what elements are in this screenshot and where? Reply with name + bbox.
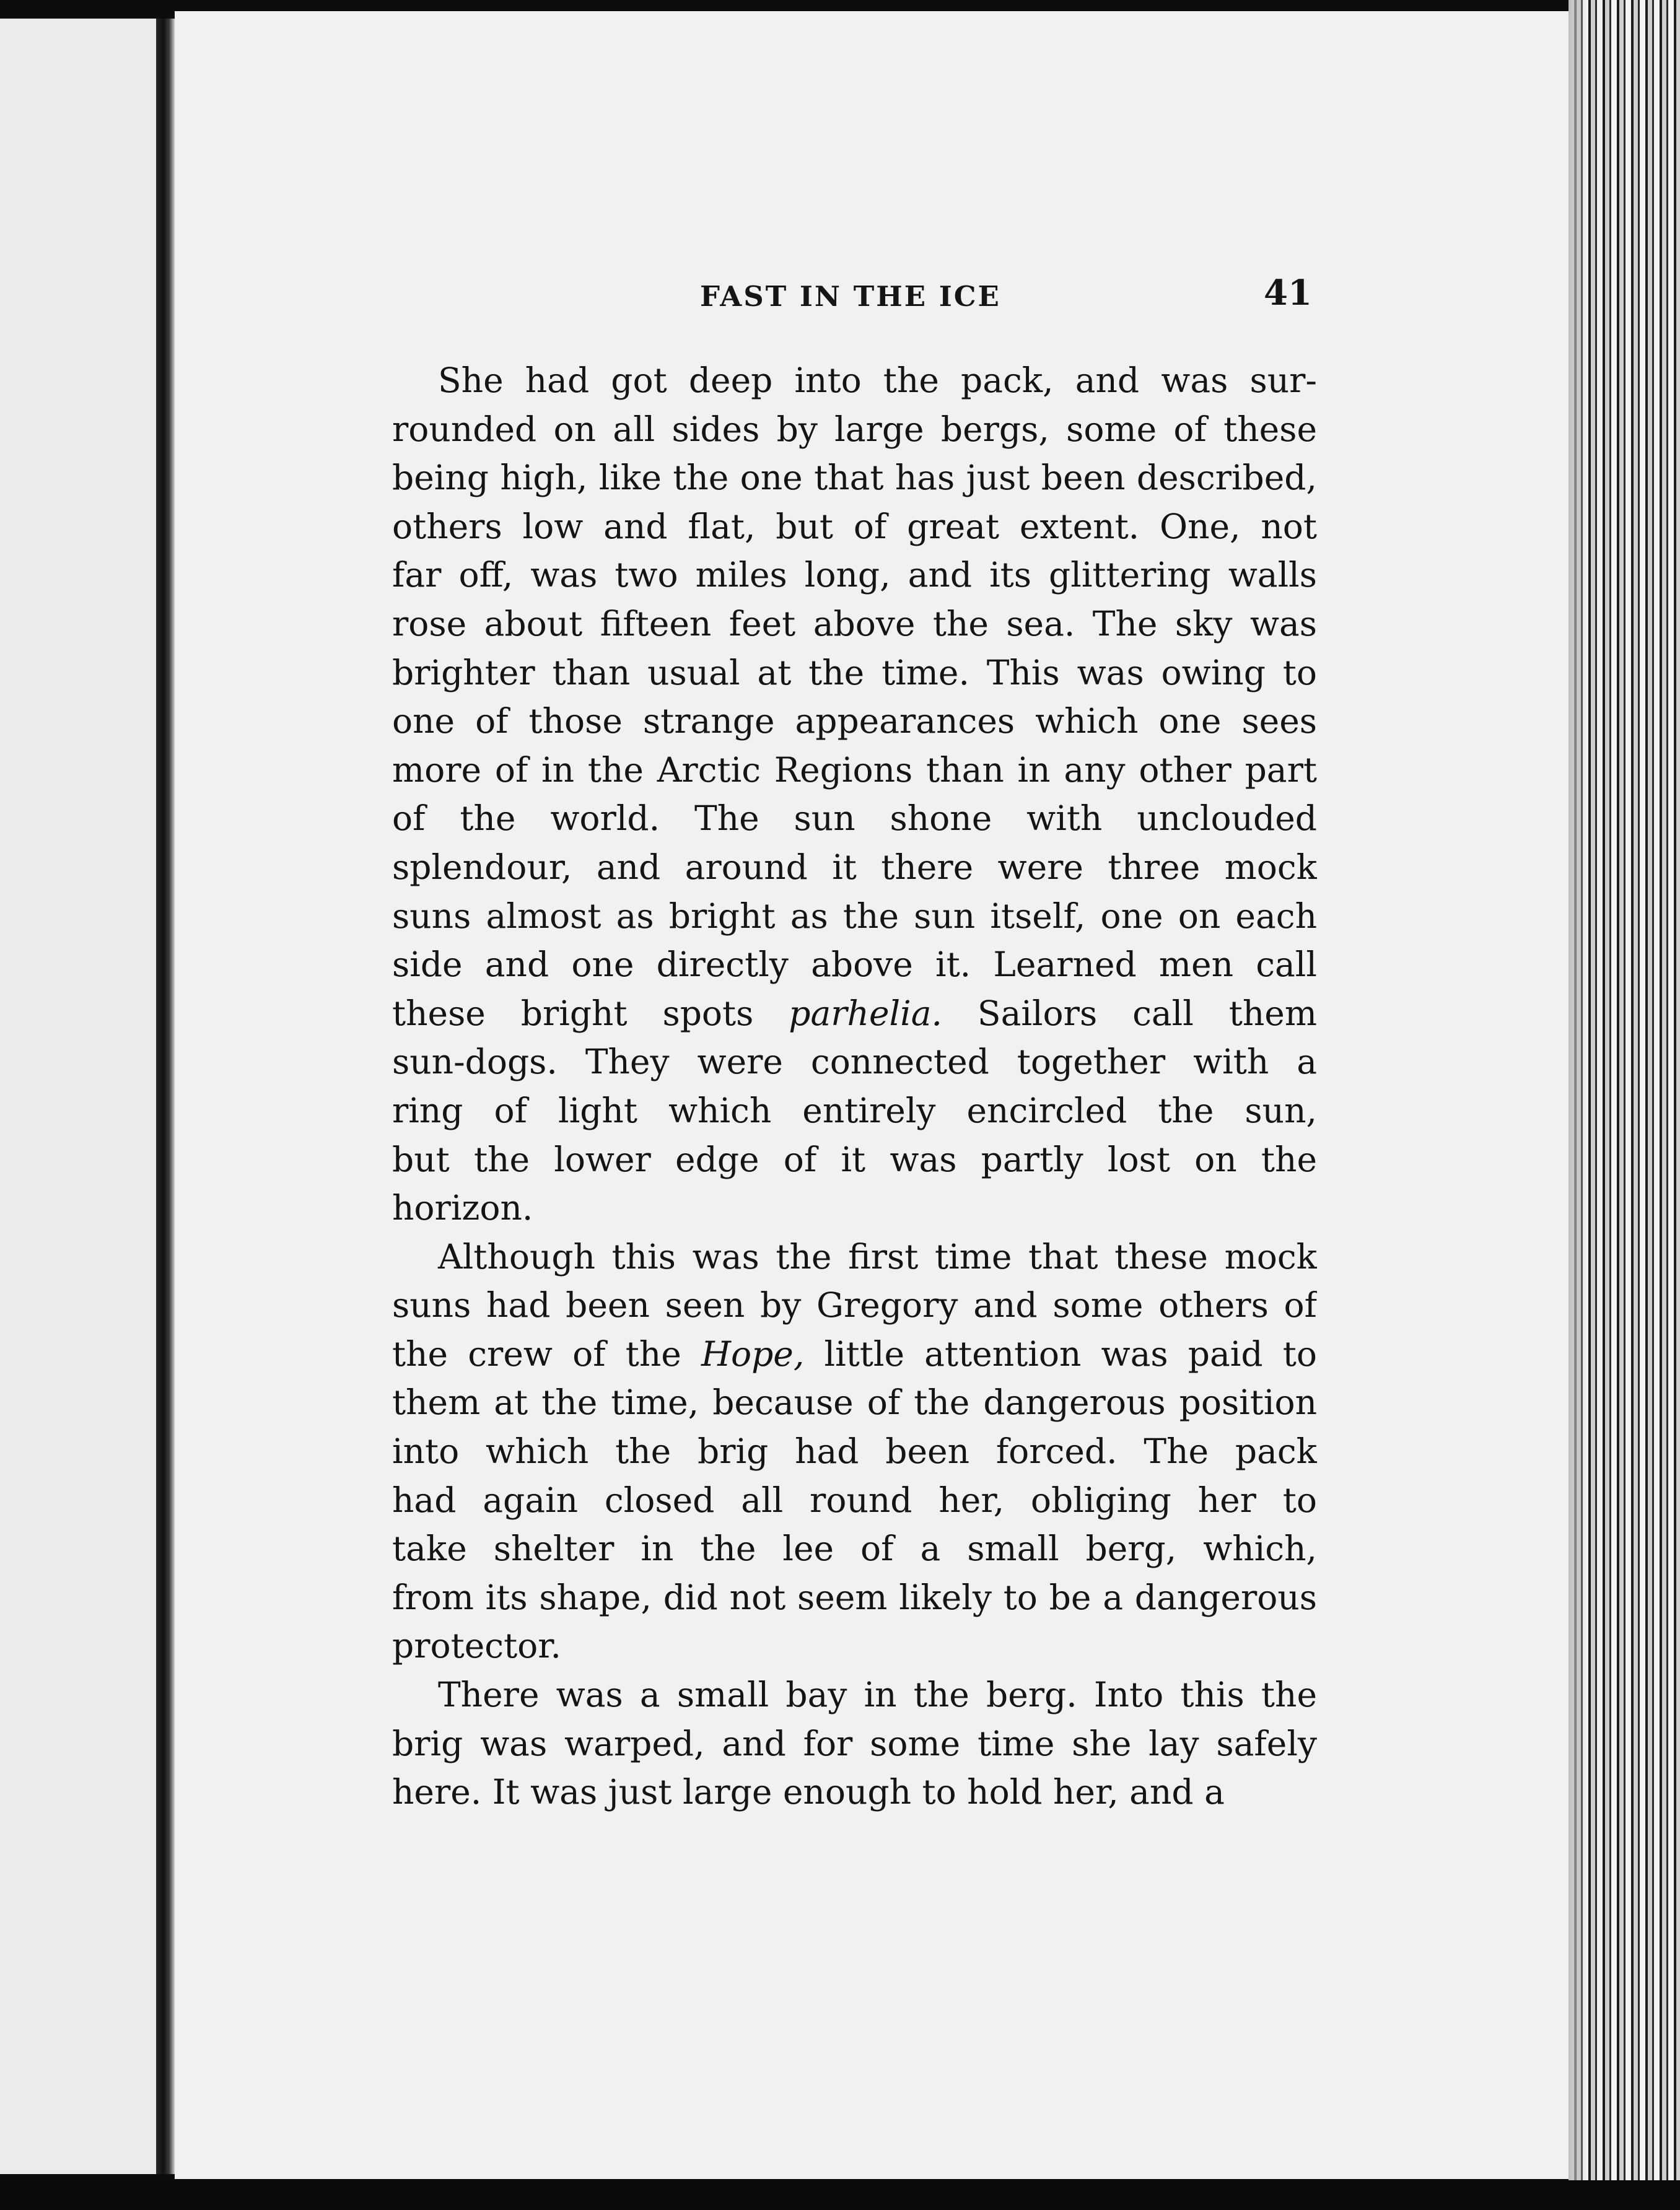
text-line bbox=[392, 940, 1317, 989]
italic-term: Hope, bbox=[701, 1334, 805, 1374]
text-segment: protector. bbox=[392, 1626, 562, 1666]
text-line bbox=[392, 1086, 1317, 1135]
text-segment: There was a small bay in the berg. Into this the bbox=[438, 1675, 1317, 1715]
text-line bbox=[392, 1719, 1317, 1768]
paragraph bbox=[392, 1671, 1317, 1817]
text-line bbox=[392, 649, 1317, 697]
text-segment: one of those strange appearances which one sees bbox=[392, 701, 1317, 741]
text-line bbox=[392, 1037, 1317, 1086]
text-line bbox=[392, 1768, 1317, 1817]
text-segment: being high, like the one that has just been described, bbox=[392, 458, 1317, 498]
text-segment: brighter than usual at the time. This was owing to bbox=[392, 652, 1317, 692]
text-segment: suns almost as bright as the sun itself, one on each bbox=[392, 896, 1317, 936]
italic-term: parhelia. bbox=[789, 993, 942, 1033]
text-segment: sun-dogs. They were connected together with a bbox=[392, 1042, 1317, 1082]
text-line bbox=[392, 697, 1317, 746]
text-line bbox=[392, 1378, 1317, 1427]
text-line bbox=[392, 453, 1317, 502]
body-text bbox=[392, 356, 1317, 1817]
text-segment: others low and flat, but of great extent. One, not bbox=[392, 506, 1317, 546]
text-segment: far off, was two miles long, and its glittering walls bbox=[392, 555, 1317, 595]
text-line bbox=[392, 405, 1317, 454]
text-segment: rose about fifteen feet above the sea. The sky was bbox=[392, 603, 1317, 644]
text-line bbox=[392, 1476, 1317, 1525]
text-segment: rounded on all sides by large bergs, some of these bbox=[392, 409, 1317, 449]
text-line bbox=[392, 1622, 1317, 1671]
text-segment: splendour, and around it there were three mock bbox=[392, 847, 1317, 887]
text-segment: had again closed all round her, obliging her to bbox=[392, 1480, 1317, 1520]
text-line bbox=[392, 1281, 1317, 1330]
text-line bbox=[392, 1573, 1317, 1622]
text-segment: Sailors call them bbox=[942, 993, 1317, 1033]
text-segment: into which the brig had been forced. The pack bbox=[392, 1431, 1317, 1472]
text-line bbox=[392, 1671, 1317, 1719]
text-line bbox=[392, 989, 1317, 1038]
text-line bbox=[392, 892, 1317, 941]
text-segment: take shelter in the lee of a small berg, which, bbox=[392, 1529, 1317, 1569]
text-line bbox=[392, 794, 1317, 843]
text-line bbox=[392, 1135, 1317, 1184]
text-segment: the crew of the bbox=[392, 1334, 701, 1374]
text-line bbox=[392, 1330, 1317, 1379]
text-segment: these bright spots bbox=[392, 993, 789, 1033]
text-line bbox=[392, 1524, 1317, 1573]
text-line bbox=[392, 1184, 1317, 1233]
paragraph bbox=[392, 356, 1317, 1233]
facing-page-edge bbox=[0, 19, 156, 2174]
scan-border bbox=[0, 2180, 1680, 2210]
text-segment: from its shape, did not seem likely to be a dangerous bbox=[392, 1577, 1317, 1617]
page-number: 41 bbox=[1264, 273, 1312, 313]
text-segment: brig was warped, and for some time she lay safely bbox=[392, 1723, 1317, 1763]
text-segment: but the lower edge of it was partly lost on the bbox=[392, 1139, 1317, 1179]
running-head: FAST IN THE ICE bbox=[700, 280, 1001, 313]
text-line bbox=[392, 356, 1317, 405]
text-line bbox=[392, 1427, 1317, 1476]
paragraph bbox=[392, 1233, 1317, 1671]
text-line bbox=[392, 1233, 1317, 1282]
text-segment: them at the time, because of the dangerous position bbox=[392, 1382, 1317, 1423]
book-gutter bbox=[156, 19, 175, 2174]
fore-edge-shadow bbox=[1568, 0, 1587, 2210]
text-segment: horizon. bbox=[392, 1188, 533, 1228]
text-line bbox=[392, 843, 1317, 892]
text-line bbox=[392, 600, 1317, 649]
text-line bbox=[392, 502, 1317, 551]
text-segment: side and one directly above it. Learned men call bbox=[392, 945, 1317, 985]
text-segment: Although this was the first time that these mock bbox=[438, 1236, 1317, 1277]
text-line bbox=[392, 746, 1317, 795]
text-segment: suns had been seen by Gregory and some others of bbox=[392, 1285, 1317, 1326]
text-segment: little attention was paid to bbox=[804, 1334, 1317, 1374]
text-segment: ring of light which entirely encircled the sun, bbox=[392, 1090, 1317, 1130]
text-segment: She had got deep into the pack, and was sur- bbox=[438, 360, 1317, 400]
text-segment: of the world. The sun shone with unclouded bbox=[392, 798, 1317, 839]
text-segment: here. It was just large enough to hold her, and a bbox=[392, 1772, 1225, 1812]
text-line bbox=[392, 551, 1317, 600]
text-segment: more of in the Arctic Regions than in any other part bbox=[392, 749, 1317, 790]
